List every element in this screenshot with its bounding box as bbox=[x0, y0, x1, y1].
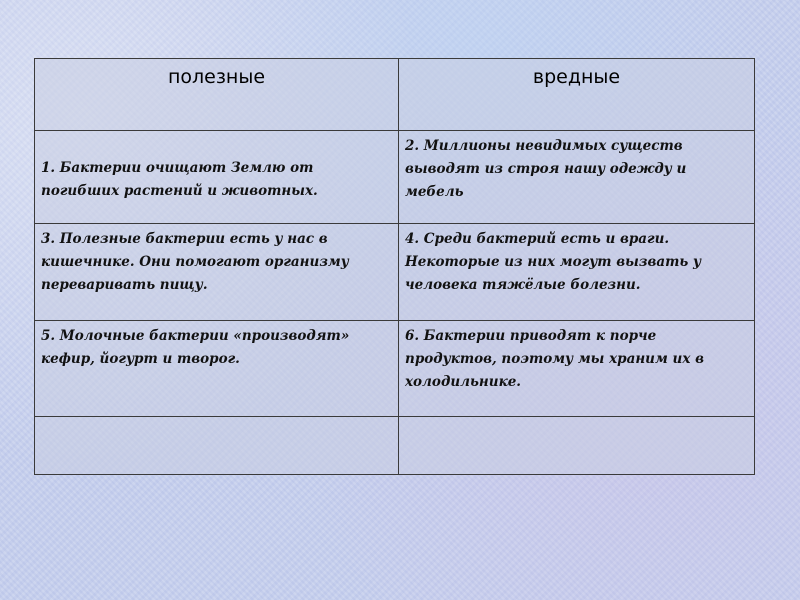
table-row bbox=[35, 131, 755, 223]
cell-empty-left bbox=[35, 416, 399, 474]
cell-empty-right bbox=[399, 416, 755, 474]
cell-useful-3: 3. Полезные бактерии есть у нас в кишечнике. Они помогают организму переваривать пищу. bbox=[35, 223, 399, 320]
cell-harmful-2: 2. Миллионы невидимых существ выводят из строя нашу одежду и мебель bbox=[399, 131, 755, 223]
cell-harmful-4: 4. Среди бактерий есть и враги. Некоторые из них могут вызвать у человека тяжёлые болезни. bbox=[399, 223, 755, 320]
cell-useful-5: 5. Молочные бактерии «производят» кефир, йогурт и творог. bbox=[35, 321, 399, 416]
cell-harmful-6: 6. Бактерии приводят к порче продуктов, поэтому мы храним их в холодильнике. bbox=[399, 321, 755, 416]
table-row bbox=[35, 321, 755, 416]
table-row bbox=[35, 416, 755, 474]
table-header-row bbox=[35, 59, 755, 131]
header-useful: полезные bbox=[35, 59, 399, 131]
table-row bbox=[35, 223, 755, 320]
header-harmful: вредные bbox=[399, 59, 755, 131]
cell-useful-1: 1. Бактерии очищают Землю от погибших растений и животных. bbox=[35, 131, 399, 223]
bacteria-table bbox=[34, 58, 755, 475]
